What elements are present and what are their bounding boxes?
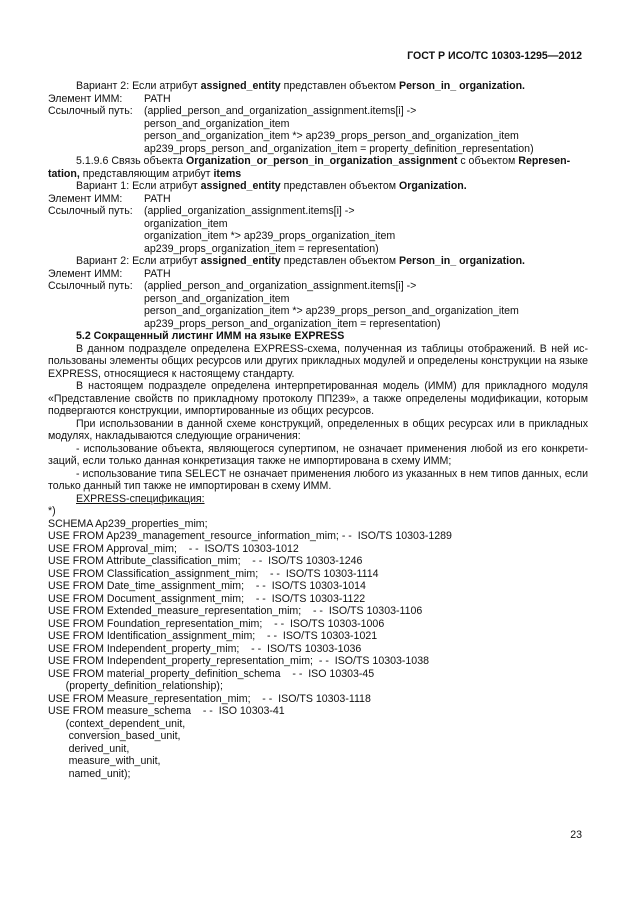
spec-label: EXPRESS-спецификация: [76, 492, 205, 505]
code-line: named_unit); [48, 767, 131, 780]
code-line: USE FROM Attribute_classification_mim; - - ISO/TS 10303-1246 [48, 555, 363, 567]
code-line: (context_dependent_unit, [48, 717, 186, 730]
code-line: (property_definition_relationship); [48, 680, 223, 692]
ref-path-line: ap239_props_organization_item = representation) [144, 242, 379, 255]
code-line: USE FROM material_property_definition_schema - - ISO 10303-45 [48, 667, 375, 680]
ref-path-line: person_and_organization_item [144, 292, 290, 305]
code-line: USE FROM Ap239_management_resource_information_mim; - - ISO/TS 10303-1289 [48, 530, 452, 542]
code-line: USE FROM Measure_representation_mim; - - ISO/TS 10303-1118 [48, 692, 371, 705]
paragraph: В настоящем подразделе определена интерпретированная модель (ИММ) для прикладного модуля «Представление свойств по прикладному протоколу ПП239», а также определены модификации, которым подвергаются конструкции, импортированные из общих ресурсов. [48, 380, 588, 417]
page-number: 23 [570, 829, 582, 841]
ref-path-line: person_and_organization_item [144, 117, 290, 130]
ref-path-row: Ссылочный путь: (applied_person_and_organization_assignment.items[i] -> [48, 105, 417, 117]
element-row: Элемент ИММ: PATH [48, 92, 171, 105]
paragraph: В данном подразделе определена EXPRESS-схема, полученная из таблицы отображений. В ней ис-пользованы элементы общих ресурсов или других прикладных модулей и определены конструкции на языке EXPRESS, относящиеся к настоящему стандарту. [48, 342, 588, 380]
code-line: SCHEMA Ap239_properties_mim; [48, 517, 208, 530]
code-line: USE FROM Extended_measure_representation_mim; - - ISO/TS 10303-1106 [48, 605, 423, 617]
section-heading: 5.2 Сокращенный листинг ИММ на языке EXPRESS [76, 330, 345, 342]
code-line: measure_with_unit, [48, 755, 161, 767]
subsection-heading-cont: tation, представляющим атрибут items [48, 167, 242, 180]
element-row: Элемент ИММ: PATH [48, 192, 171, 205]
ref-path-line: ap239_props_person_and_organization_item = representation) [144, 317, 441, 330]
code-line: USE FROM Date_time_assignment_mim; - - ISO/TS 10303-1014 [48, 580, 366, 592]
paragraph: - использование объекта, являющегося супертипом, не означает применения любой из его конкрети-заций, если только данная конкретизация также не импортирована в схему ИММ; [48, 442, 588, 467]
document-header: ГОСТ Р ИСО/ТС 10303-1295—2012 [407, 50, 582, 62]
code-line: USE FROM Identification_assignment_mim; - - ISO/TS 10303-1021 [48, 630, 378, 642]
variant-line: Вариант 2: Если атрибут assigned_entity представлен объектом Person_in_ organization. [76, 255, 525, 267]
code-line: USE FROM measure_schema - - ISO 10303-41 [48, 705, 285, 717]
code-line: *) [48, 505, 56, 517]
ref-path-line: person_and_organization_item *> ap239_props_person_and_organization_item [144, 130, 519, 142]
code-line: USE FROM Document_assignment_mim; - - ISO/TS 10303-1122 [48, 592, 366, 605]
paragraph: При использовании в данной схеме конструкций, определенных в общих ресурсах или в прикладных модулях, накладываются следующие ограничения: [48, 417, 588, 442]
subsection-heading: 5.1.9.6 Связь объекта Organization_or_person_in_organization_assignment с объектом Represen- [76, 155, 571, 167]
variant-line: Вариант 2: Если атрибут assigned_entity представлен объектом Person_in_ organization. [76, 80, 525, 92]
ref-path-row: Ссылочный путь: (applied_person_and_organization_assignment.items[i] -> [48, 280, 417, 292]
ref-path-line: person_and_organization_item *> ap239_props_person_and_organization_item [144, 305, 519, 317]
paragraph: - использование типа SELECT не означает применения любого из указанных в нем типов данных, если только данный тип также не импортирован в схему ИММ. [48, 467, 588, 492]
code-line: USE FROM Independent_property_representation_mim; - - ISO/TS 10303-1038 [48, 655, 429, 667]
ref-path-row: Ссылочный путь: (applied_organization_assignment.items[i] -> [48, 205, 355, 217]
element-row: Элемент ИММ: PATH [48, 267, 171, 280]
ref-path-line: ap239_props_person_and_organization_item = property_definition_representation) [144, 142, 534, 155]
code-line: USE FROM Foundation_representation_mim; - - ISO/TS 10303-1006 [48, 617, 385, 630]
ref-path-line: organization_item *> ap239_props_organization_item [144, 230, 396, 242]
code-line: USE FROM Classification_assignment_mim; - - ISO/TS 10303-1114 [48, 567, 379, 580]
code-line: USE FROM Independent_property_mim; - - ISO/TS 10303-1036 [48, 642, 362, 655]
code-line: conversion_based_unit, [48, 730, 181, 742]
ref-path-line: organization_item [144, 217, 228, 230]
code-line: derived_unit, [48, 742, 130, 755]
variant-line: Вариант 1: Если атрибут assigned_entity представлен объектом Organization. [76, 180, 467, 192]
express-code-block [48, 505, 588, 780]
page-body [48, 80, 588, 780]
code-line: USE FROM Approval_mim; - - ISO/TS 10303-1012 [48, 542, 299, 555]
